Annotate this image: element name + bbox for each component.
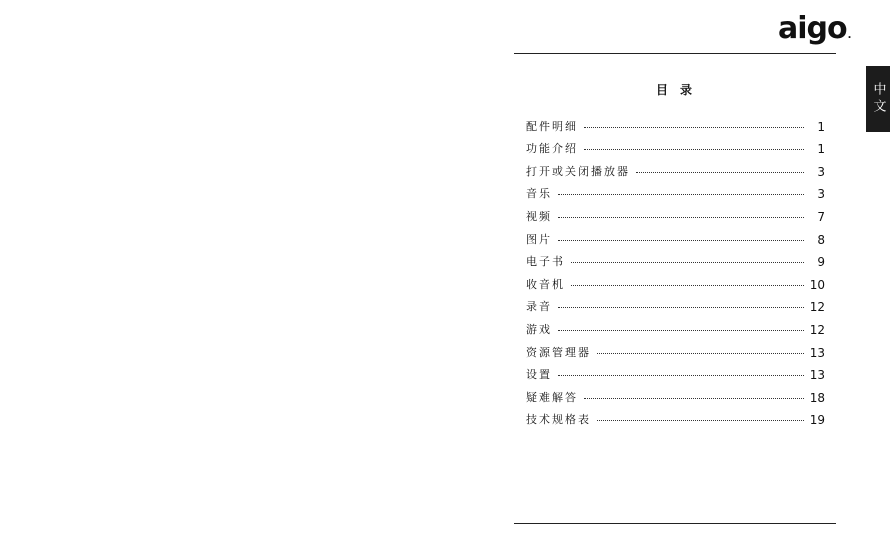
toc-entry-label: 录音 [526, 300, 552, 314]
language-tab-label: 中文 [870, 82, 886, 116]
header-rule [514, 53, 836, 54]
toc-entry-page: 9 [817, 255, 825, 270]
toc-entry-page: 12 [809, 322, 825, 337]
toc-dot-leader [558, 217, 804, 218]
toc-entry[interactable] [526, 292, 825, 315]
toc-entry[interactable] [526, 179, 825, 202]
toc-entry[interactable] [526, 360, 825, 383]
toc-dot-leader [558, 307, 804, 308]
toc-dot-leader [558, 194, 804, 195]
footer-rule [514, 523, 836, 524]
toc-entry-page: 8 [817, 232, 825, 247]
toc-entry-page: 7 [817, 209, 825, 224]
toc-entry-page: 1 [817, 119, 825, 134]
toc-dot-leader [597, 353, 804, 354]
toc-dot-leader [597, 420, 804, 421]
toc-entry-label: 收音机 [526, 277, 565, 291]
toc-dot-leader [571, 285, 804, 286]
toc-entry[interactable] [526, 247, 825, 270]
toc-entry[interactable] [526, 201, 825, 224]
toc-list [526, 111, 825, 427]
toc-dot-leader [571, 262, 804, 263]
toc-entry-page: 3 [817, 164, 825, 179]
toc-entry-label: 功能介绍 [526, 142, 578, 156]
toc-entry-page: 13 [809, 368, 825, 383]
toc-entry-page: 12 [809, 300, 825, 315]
brand-logo-mark: . [847, 30, 851, 41]
toc-entry-label: 技术规格表 [526, 413, 591, 427]
toc-entry-label: 设置 [526, 368, 552, 382]
toc-title: 目录 [655, 83, 704, 97]
toc-entry[interactable] [526, 382, 825, 405]
brand-logo-text: aigo [778, 11, 847, 46]
toc-entry[interactable] [526, 269, 825, 292]
toc-entry-page: 18 [809, 390, 825, 405]
toc-dot-leader [584, 398, 804, 399]
toc-entry[interactable] [526, 156, 825, 179]
toc-entry-label: 图片 [526, 232, 552, 246]
brand-logo [778, 11, 851, 48]
toc-entry-page: 19 [809, 413, 825, 428]
toc-dot-leader [584, 149, 804, 150]
toc-entry-label: 疑难解答 [526, 390, 578, 404]
toc-entry[interactable] [526, 405, 825, 428]
toc-entry-label: 配件明细 [526, 119, 578, 133]
toc-entry[interactable] [526, 134, 825, 157]
toc-entry-page: 1 [817, 142, 825, 157]
language-tab[interactable] [866, 66, 890, 132]
toc-entry-page: 13 [809, 345, 825, 360]
toc-entry[interactable] [526, 111, 825, 134]
toc-entry-label: 游戏 [526, 322, 552, 336]
toc-entry-label: 视频 [526, 209, 552, 223]
toc-entry-label: 电子书 [526, 255, 565, 269]
toc-entry[interactable] [526, 337, 825, 360]
toc-dot-leader [558, 240, 804, 241]
toc-entry[interactable] [526, 224, 825, 247]
toc-entry-label: 音乐 [526, 187, 552, 201]
toc-entry-label: 资源管理器 [526, 345, 591, 359]
toc-dot-leader [558, 375, 804, 376]
toc-dot-leader [558, 330, 804, 331]
toc-entry[interactable] [526, 314, 825, 337]
toc-entry-page: 10 [809, 277, 825, 292]
toc-dot-leader [636, 172, 804, 173]
toc-entry-page: 3 [817, 187, 825, 202]
toc-entry-label: 打开或关闭播放器 [526, 164, 630, 178]
toc-dot-leader [584, 127, 804, 128]
